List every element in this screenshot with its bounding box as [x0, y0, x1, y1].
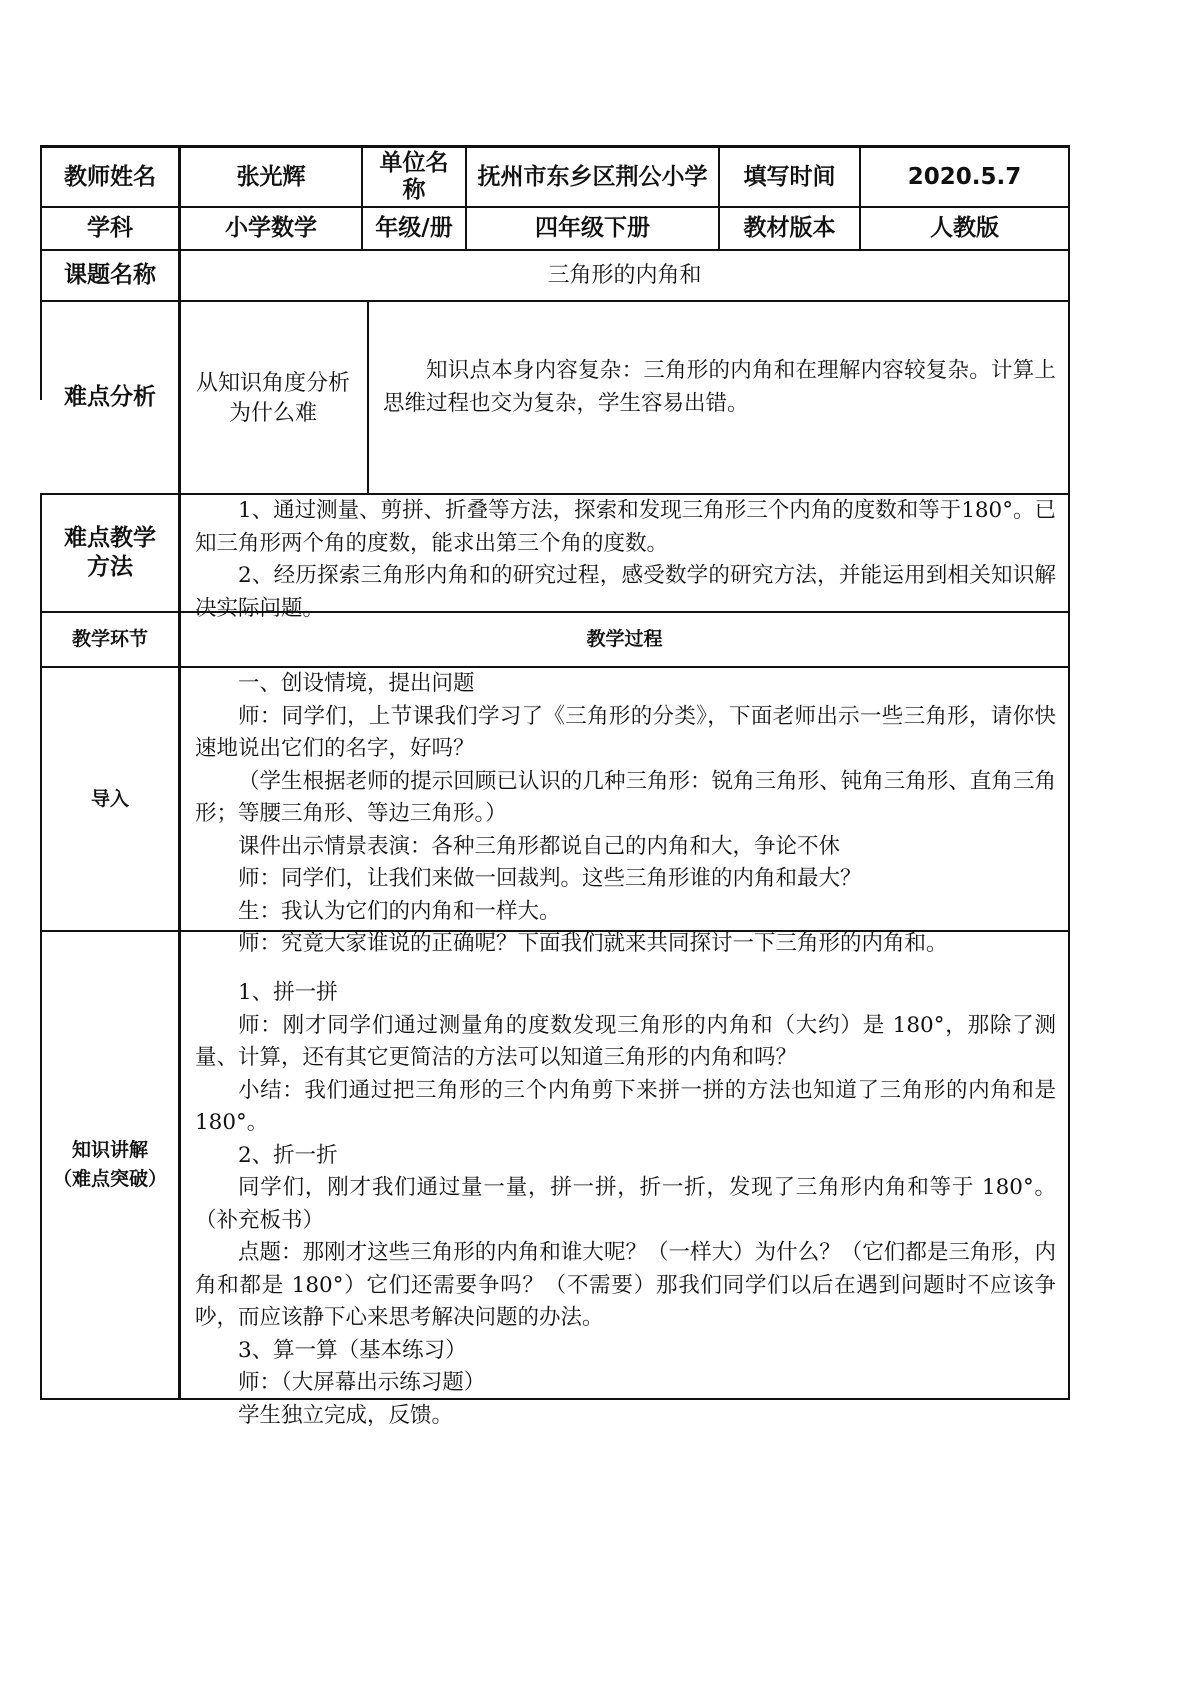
unit-name-value: 抚州市东乡区荆公小学 [477, 163, 708, 190]
difficulty-sub-label: 从知识角度分析为什么难 [195, 371, 350, 426]
fill-date-label: 填写时间 [743, 163, 836, 190]
knowledge-label-line1: 知识讲解 [71, 1139, 148, 1161]
method-paragraph: 1、通过测量、剪拼、折叠等方法，探索和发现三角形三个内角的度数和等于180°。已知三角形两个角的度数，能求出第三个角的度数。 [195, 498, 1056, 556]
unit-name-label: 单位名称 [379, 150, 449, 203]
knowledge-paragraph: 点题：那刚才这些三角形的内角和谁大呢？（一样大）为什么？（它们都是三角形，内角和都是 180°）它们还需要争吗？（不需要）那我们同学们以后在遇到问题时不应该争吵，而应该静下心来思考解决问题的办法。 [195, 1240, 1056, 1330]
intro-paragraph: 师：同学们，上节课我们学习了《三角形的分类》，下面老师出示一些三角形，请你快速地说出它们的名字，好吗？ [195, 703, 1056, 761]
table-border-right [1068, 145, 1070, 1400]
difficulty-text: 知识点本身内容复杂：三角形的内角和在理解内容较复杂。计算上思维过程也交为复杂，学生容易出错。 [383, 358, 1056, 416]
intro-label: 导入 [90, 787, 129, 810]
intro-paragraph: 师：同学们，让我们来做一回裁判。这些三角形谁的内角和最大？ [238, 866, 862, 891]
topic-value: 三角形的内角和 [547, 262, 702, 288]
method-paragraph: 2、经历探索三角形内角和的研究过程，感受数学的研究方法，并能运用到相关知识解决实际问题。 [195, 563, 1056, 621]
grade-value: 四年级下册 [535, 215, 650, 241]
grade-label: 年级/册 [375, 215, 453, 241]
method-text [181, 495, 1068, 621]
method-label: 难点教学方法 [64, 525, 156, 580]
teaching-stage-label: 教学环节 [71, 628, 148, 650]
intro-text [181, 668, 1068, 956]
knowledge-text [181, 932, 1068, 1428]
difficulty-label: 难点分析 [64, 384, 156, 410]
teacher-name-label: 教师姓名 [64, 163, 156, 190]
intro-paragraph: 一、创设情境，提出问题 [238, 671, 475, 696]
knowledge-paragraph: 1、拼一拼 [238, 980, 338, 1005]
intro-paragraph: 课件出示情景表演：各种三角形都说自己的内角和大，争论不休 [238, 833, 841, 859]
intro-paragraph: （学生根据老师的提示回顾已认识的几种三角形：锐角三角形、钝角三角形、直角三角形；等腰三角形、等边三角形。） [195, 768, 1056, 826]
teacher-name-value: 张光辉 [236, 163, 306, 190]
knowledge-label [42, 932, 178, 1398]
knowledge-label-line2: （难点突破） [52, 1168, 167, 1190]
topic-label: 课题名称 [64, 262, 156, 288]
edition-value: 人教版 [930, 215, 999, 241]
knowledge-paragraph: 师：刚才同学们通过测量角的度数发现三角形的内角和（大约）是 180°，那除了测量、计算，还有其它更简洁的方法可以知道三角形的内角和吗？ [195, 1012, 1056, 1070]
fill-date-value: 2020.5.7 [907, 163, 1022, 190]
intro-paragraph: 生：我认为它们的内角和一样大。 [238, 898, 561, 924]
intro-paragraph: 师：究竟大家谁说的正确呢？下面我们就来共同探讨一下三角形的内角和。 [238, 931, 948, 956]
knowledge-paragraph: 学生独立完成，反馈。 [238, 1402, 454, 1428]
teaching-process-label: 教学过程 [586, 628, 663, 650]
knowledge-paragraph: 师：（大屏幕出示练习题） [238, 1370, 486, 1395]
knowledge-paragraph: 3、算一算（基本练习） [238, 1337, 467, 1363]
knowledge-paragraph: 2、折一折 [238, 1142, 338, 1168]
knowledge-paragraph: 小结：我们通过把三角形的三个内角剪下来拼一拼的方法也知道了三角形的内角和是 180°。 [195, 1077, 1056, 1135]
knowledge-paragraph: 同学们，刚才我们通过量一量，拼一拼，折一折，发现了三角形内角和等于 180°。（补充板书） [195, 1175, 1056, 1233]
subject-label: 学科 [87, 215, 133, 241]
subject-value: 小学数学 [225, 215, 317, 241]
edition-label: 教材版本 [743, 215, 836, 241]
